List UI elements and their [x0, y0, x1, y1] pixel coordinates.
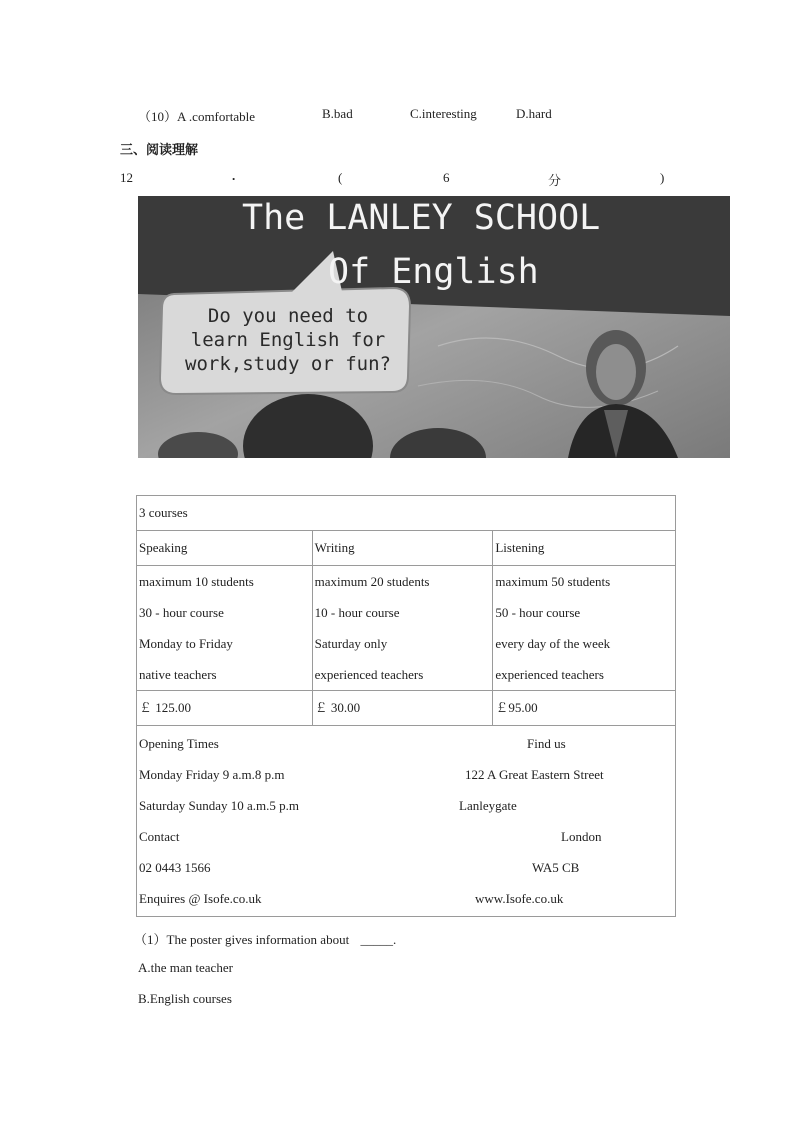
street-address: 122 A Great Eastern Street: [465, 767, 604, 782]
points-close-paren: ): [660, 170, 665, 185]
price-speaking: ￡ 125.00: [137, 691, 313, 726]
question-1-stem: [134, 929, 396, 948]
detail-line: native teachers: [139, 667, 217, 682]
question-1-option-a: A.the man teacher: [138, 960, 233, 975]
question-dot: .: [232, 168, 236, 183]
school-info: [137, 726, 676, 917]
course-details-listening: [493, 566, 676, 691]
points-value: 6: [443, 170, 450, 185]
detail-line: Monday to Friday: [139, 636, 233, 651]
school-info-row: [137, 726, 676, 917]
question-1-text: （1）The poster gives information about: [134, 932, 350, 947]
course-details-writing: [312, 566, 493, 691]
table-header: 3 courses: [137, 496, 676, 531]
course-table: [136, 495, 676, 917]
course-name-writing: Writing: [312, 531, 493, 566]
detail-line: 50 - hour course: [495, 605, 581, 620]
website-url: www.Isofe.co.uk: [475, 891, 564, 906]
course-details-row: [137, 566, 676, 691]
detail-line: maximum 20 students: [314, 574, 430, 589]
postcode: WA5 CB: [532, 860, 580, 875]
question-1-option-b: B.English courses: [138, 991, 232, 1006]
q10-option-a: （10）A .comfortable: [138, 109, 255, 124]
poster-title-line2: Of English: [328, 252, 539, 292]
course-names-row: [137, 531, 676, 566]
weekend-hours: Saturday Sunday 10 a.m.5 p.m: [139, 798, 299, 813]
phone-number: 02 0443 1566: [139, 860, 211, 875]
detail-line: 30 - hour course: [139, 605, 224, 620]
detail-line: experienced teachers: [495, 667, 604, 682]
section-title: 三、阅读理解: [120, 143, 199, 158]
poster-title-line1: The LANLEY SCHOOL: [242, 198, 601, 238]
detail-line: maximum 10 students: [139, 574, 254, 589]
points-open-paren: (: [338, 170, 343, 185]
detail-line: 10 - hour course: [314, 605, 400, 620]
bubble-line-2: learn English for: [190, 329, 386, 351]
area-name: Lanleygate: [459, 798, 517, 813]
poster-bubble-text: [178, 304, 398, 376]
city-name: London: [561, 829, 602, 844]
contact-label: Contact: [139, 829, 180, 844]
school-poster: [138, 196, 730, 458]
course-details-speaking: [137, 566, 313, 691]
price-writing: ￡ 30.00: [312, 691, 493, 726]
answer-blank: _____.: [360, 932, 397, 947]
question-number: 12: [120, 170, 133, 185]
bubble-line-1: Do you need to: [207, 305, 369, 327]
detail-line: maximum 50 students: [495, 574, 611, 589]
q10-option-d: D.hard: [516, 106, 552, 121]
course-name-speaking: Speaking: [137, 531, 313, 566]
detail-line: every day of the week: [495, 636, 611, 651]
email-address: Enquires @ Isofe.co.uk: [139, 891, 262, 906]
q10-option-b: B.bad: [322, 106, 353, 121]
price-listening: ￡95.00: [493, 691, 676, 726]
bubble-line-3: work,study or fun?: [185, 353, 391, 375]
points-unit: 分: [548, 174, 562, 189]
detail-line: Saturday only: [314, 636, 388, 651]
weekday-hours: Monday Friday 9 a.m.8 p.m: [139, 767, 285, 782]
detail-line: experienced teachers: [314, 667, 424, 682]
q10-option-c: C.interesting: [410, 106, 477, 121]
course-name-listening: Listening: [493, 531, 676, 566]
find-us-label: Find us: [527, 736, 566, 751]
course-prices-row: [137, 691, 676, 726]
opening-times-label: Opening Times: [139, 736, 219, 751]
